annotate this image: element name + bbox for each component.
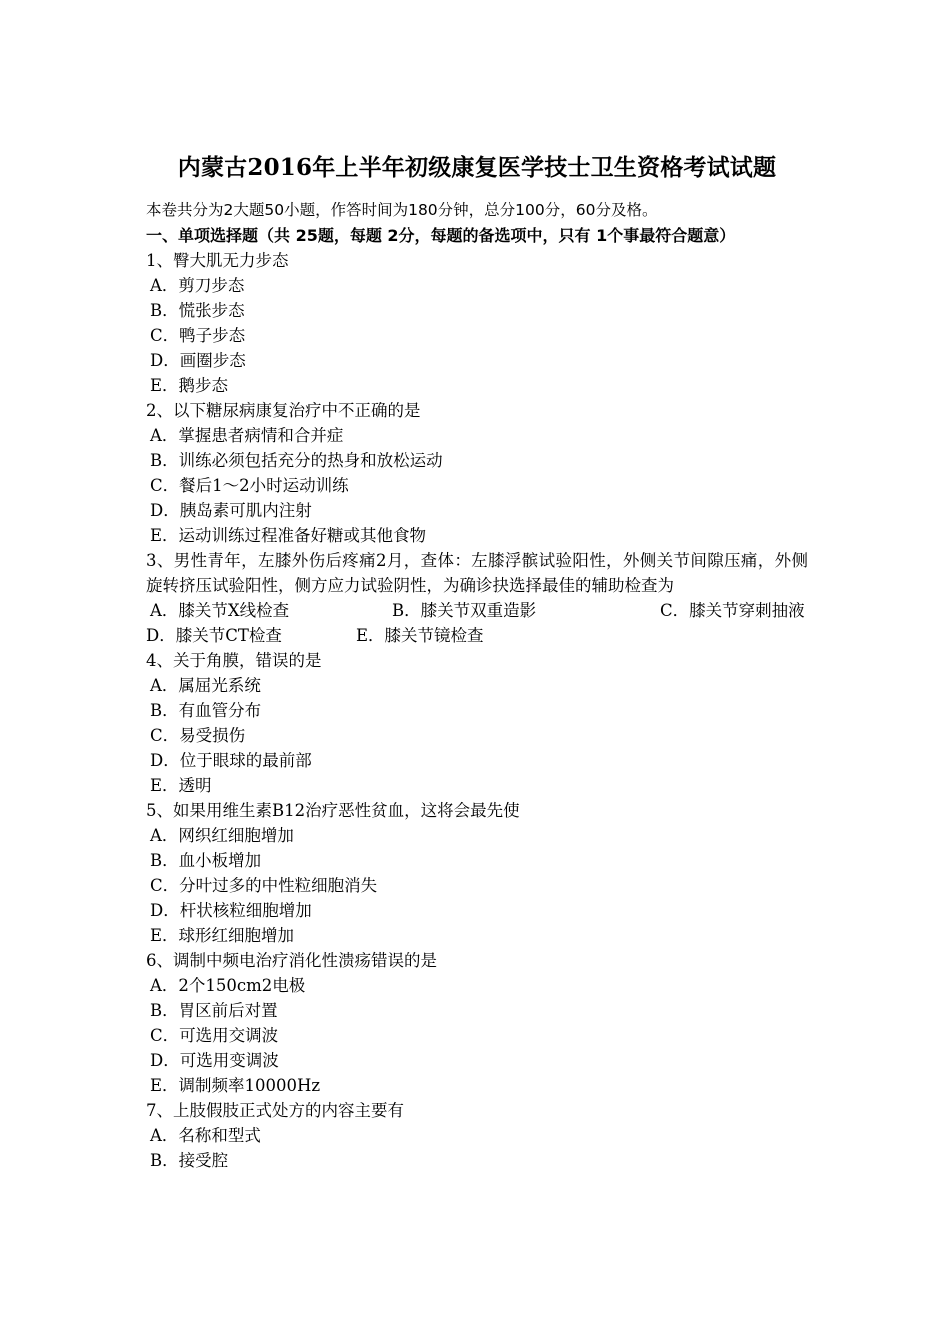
option-a: A．掌握患者病情和合并症 — [150, 426, 344, 445]
section-heading: 一、单项选择题（共 25题，每题 2分，每题的备选项中，只有 1个事最符合题意） — [146, 226, 736, 245]
option-b: B．胃区前后对置 — [150, 1001, 278, 1020]
option-a: A．名称和型式 — [150, 1126, 261, 1145]
option-c: C．鸭子步态 — [150, 326, 246, 345]
option-d: D．膝关节CT检查 — [146, 626, 282, 645]
option-a: A．属屈光系统 — [150, 676, 261, 695]
question-stem: 5、如果用维生素B12治疗恶性贫血，这将会最先使 — [146, 801, 520, 820]
option-b: B．接受腔 — [150, 1151, 229, 1170]
option-a: A．剪刀步态 — [150, 276, 245, 295]
question-stem: 2、以下糖尿病康复治疗中不正确的是 — [146, 401, 421, 420]
option-b: B．有血管分布 — [150, 701, 262, 720]
option-row — [146, 623, 808, 648]
document-title: 内蒙古2016年上半年初级康复医学技士卫生资格考试试题 — [177, 154, 777, 181]
option-e: E．透明 — [150, 776, 212, 795]
question-6 — [146, 948, 808, 1098]
option-e: E．膝关节镜检查 — [356, 626, 484, 645]
option-e: E．鹅步态 — [150, 376, 229, 395]
option-d: D．画圈步态 — [150, 351, 246, 370]
option-b: B．膝关节双重造影 — [392, 601, 537, 620]
option-c: C．可选用交调波 — [150, 1026, 279, 1045]
option-c: C．易受损伤 — [150, 726, 246, 745]
option-e: E．调制频率10000Hz — [150, 1076, 321, 1095]
option-a: A．网织红细胞增加 — [150, 826, 294, 845]
option-row — [146, 598, 808, 623]
option-d: D．可选用变调波 — [150, 1051, 279, 1070]
option-e: E．球形红细胞增加 — [150, 926, 295, 945]
question-4 — [146, 648, 808, 798]
question-stem: 6、调制中频电治疗消化性溃疡错误的是 — [146, 951, 437, 970]
option-c: C．膝关节穿刺抽液 — [660, 601, 805, 620]
option-c: C．餐后1～2小时运动训练 — [150, 476, 349, 495]
option-a: A．2个150cm2电极 — [150, 976, 306, 995]
option-a: A．膝关节X线检查 — [150, 601, 290, 620]
option-e: E．运动训练过程准备好糖或其他食物 — [150, 526, 427, 545]
option-c: C．分叶过多的中性粒细胞消失 — [150, 876, 378, 895]
question-2 — [146, 398, 808, 548]
question-1 — [146, 248, 808, 398]
option-b: B．训练必须包括充分的热身和放松运动 — [150, 451, 443, 470]
question-3 — [146, 548, 808, 648]
question-stem: 4、关于角膜，错误的是 — [146, 651, 322, 670]
option-b: B．慌张步态 — [150, 301, 245, 320]
question-5 — [146, 798, 808, 948]
question-stem: 1、臀大肌无力步态 — [146, 251, 289, 270]
exam-intro: 本卷共分为2大题50小题，作答时间为180分钟，总分100分，60分及格。 — [146, 201, 658, 219]
option-d: D．位于眼球的最前部 — [150, 751, 312, 770]
question-7 — [146, 1098, 808, 1173]
question-stem: 3、男性青年，左膝外伤后疼痛2月，查体：左膝浮髌试验阳性，外侧关节间隙压痛，外侧旋转挤压试验阳性，侧方应力试验阴性，为确诊抉选择最佳的辅助检查为 — [146, 551, 808, 595]
question-stem: 7、上肢假肢正式处方的内容主要有 — [146, 1101, 404, 1120]
option-b: B．血小板增加 — [150, 851, 262, 870]
option-d: D．胰岛素可肌内注射 — [150, 501, 312, 520]
document-content — [146, 150, 808, 1173]
option-d: D．杆状核粒细胞增加 — [150, 901, 312, 920]
